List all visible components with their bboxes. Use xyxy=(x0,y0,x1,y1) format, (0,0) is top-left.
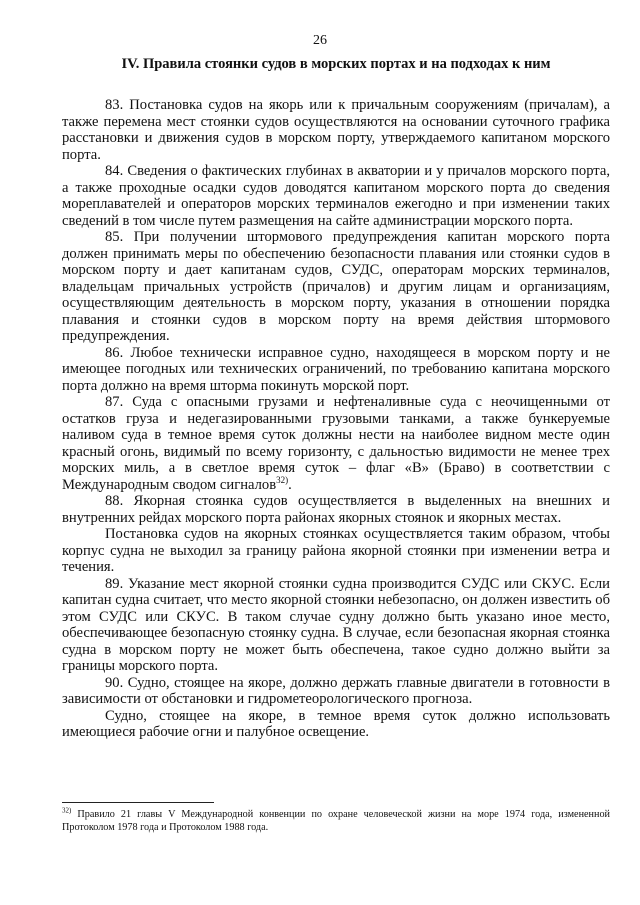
paragraph-86: 86. Любое технически исправное судно, находящееся в морском порту и не имеющее погодных или технических ограничений, по требованию капитана морского порта должно на время шторма покинуть морской порт. xyxy=(62,344,610,394)
footnote xyxy=(62,808,610,834)
footnote-marker: 32) xyxy=(62,806,72,815)
paragraph-90: 90. Судно, стоящее на якоре, должно держать главные двигатели в готовности в зависимости от обстановки и гидрометеорологического прогноза. xyxy=(62,674,610,707)
paragraph-90-continued: Судно, стоящее на якоре, в темное время суток должно использовать имеющиеся рабочие огни и палубное освещение. xyxy=(62,707,610,740)
body-text xyxy=(62,97,610,741)
paragraph-88-continued: Постановка судов на якорных стоянках осуществляется таким образом, чтобы корпус судна не выходил за границу района якорной стоянки при изменении ветра и течения. xyxy=(62,526,610,575)
paragraph-87 xyxy=(62,394,610,493)
paragraph-85: 85. При получении штормового предупреждения капитан морского порта должен принимать меры по обеспечению безопасности плавания или стоянки судов в морском порту и дает капитанам судов, СУДС, операторам морских терминалов, владельцам причальных устройств (причалов) и другим лицам и организациям, осуществляющим деятельность в морском порту, указания в отношении порядка плавания и стоянки судов в морском порту на время действия штормового предупреждения. xyxy=(62,229,610,344)
paragraph-83: 83. Постановка судов на якорь или к причальным сооружениям (причалам), а также перемена мест стоянки судов осуществляются на основании суточного графика расстановки и движения судов в морском порту, утверждаемого капитаном морского порта. xyxy=(62,97,610,163)
page-number: 26 xyxy=(313,33,327,48)
paragraph-87-end: . xyxy=(288,476,292,493)
footnote-reference: 32) xyxy=(276,474,289,485)
footnote-text: Правило 21 главы V Международной конвенции по охране человеческой жизни на море 1974 года, измененной Протоколом 1978 года и Протоколом 1988 года. xyxy=(62,809,610,833)
footnote-divider xyxy=(62,802,214,803)
paragraph-89: 89. Указание мест якорной стоянки судна производится СУДС или СКУС. Если капитан судна считает, что место якорной стоянки небезопасно, он должен известить об этом СУДС или СКУС. В таком случае судну должно быть указано иное место, обеспечивающее безопасную стоянку судна. В случае, если безопасная якорная стоянка судна в морском порту не может быть обеспечена, такое судно должно выйти за границы морского порта. xyxy=(62,575,610,674)
section-title: IV. Правила стоянки судов в морских портах и на подходах к ним xyxy=(121,56,551,72)
paragraph-88: 88. Якорная стоянка судов осуществляется в выделенных на внешних и внутренних рейдах морского порта районах якорных стоянок и якорных местах. xyxy=(62,493,610,526)
paragraph-87-text: 87. Суда с опасными грузами и нефтеналивные суда с неочищенными от остатков груза и недегазированными грузовыми танками, а также бункеруемые наливом суда в темное время суток должны нести на наиболее видном месте один красный огонь, видимый по всему горизонту, с дальностью видимости не менее трех морских миль, а в светлое время суток – флаг «В» (Браво) в соответствии с Международным сводом сигналов xyxy=(62,394,610,493)
paragraph-84: 84. Сведения о фактических глубинах в акватории и у причалов морского порта, а также проходные осадки судов доводятся капитаном морского порта до сведения мореплавателей и операторов морских терминалов ежегодно и при изменении таких сведений в том числе путем размещения на сайте администрации морского порта. xyxy=(62,163,610,229)
